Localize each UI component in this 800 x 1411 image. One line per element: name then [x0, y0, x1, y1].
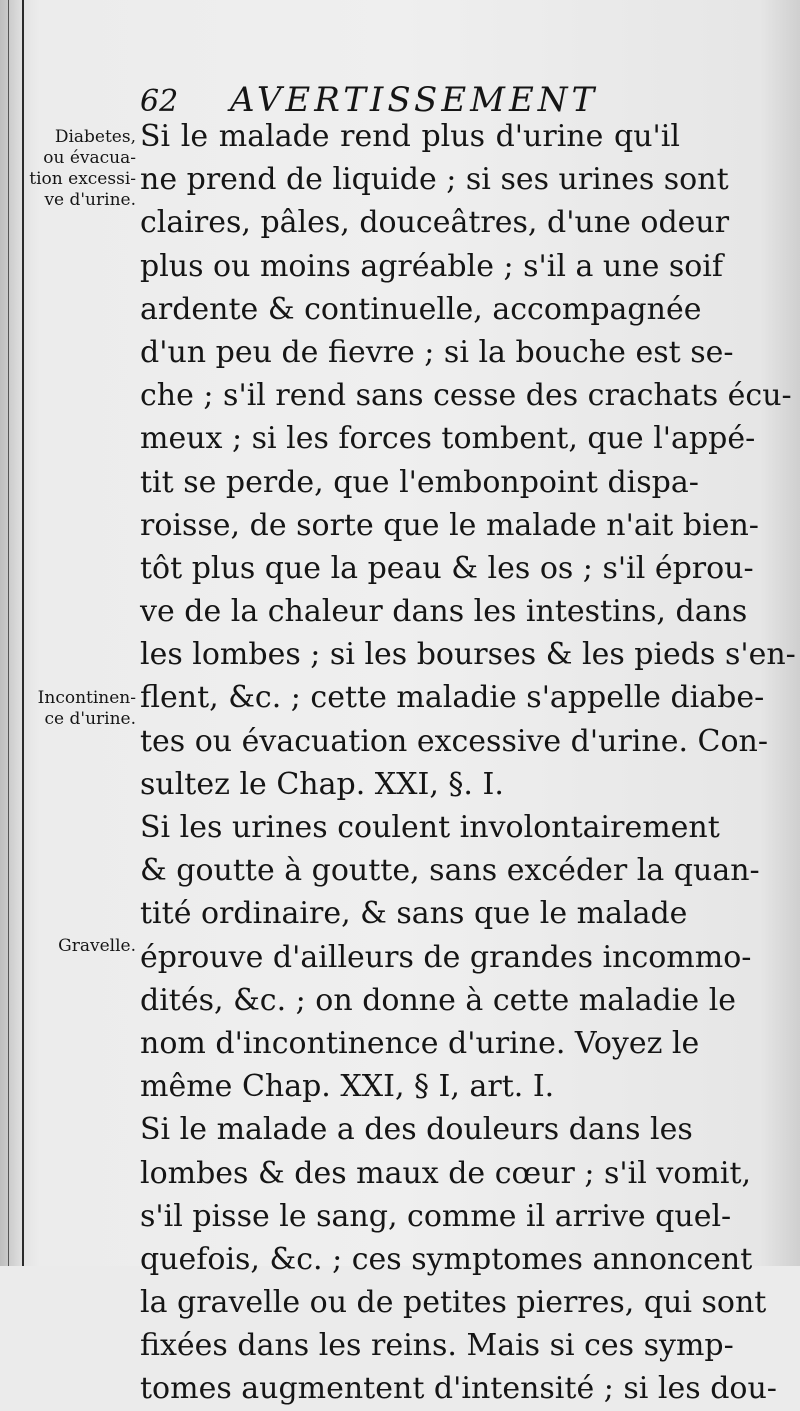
running-head: AVERTISSEMENT [230, 80, 599, 120]
text-line: fixées dans les reins. Mais si ces symp- [140, 1328, 734, 1364]
text-line: tomes augmentent d'intensité ; si les dou- [140, 1371, 777, 1407]
paragraph-incontinence [140, 806, 760, 1108]
text-line: ardente & continuelle, accompagnée [140, 291, 702, 327]
page-number: 62 [140, 84, 179, 119]
text-line: éprouve d'ailleurs de grandes incommo- [140, 939, 752, 975]
text-line: s'il pisse le sang, comme il arrive quel- [140, 1198, 732, 1234]
text-line: & goutte à goutte, sans excéder la quan- [140, 853, 760, 889]
text-line: les lombes ; si les bourses & les pieds s'en- [140, 637, 796, 673]
text-line: ve de la chaleur dans les intestins, dans [140, 594, 748, 630]
text-line: tit se perde, que l'embonpoint dispa- [140, 464, 699, 500]
text-line: flent, &c. ; cette maladie s'appelle diabe- [140, 680, 765, 716]
text-line: sultez le Chap. XXI, §. I. [140, 766, 504, 802]
text-line: claires, pâles, douceâtres, d'une odeur [140, 205, 730, 241]
margin-note-gravelle [6, 936, 136, 957]
text-line: quefois, &c. ; ces symptomes annoncent [140, 1241, 753, 1277]
text-line: che ; s'il rend sans cesse des crachats écu- [140, 378, 792, 414]
margin-note-line: ce d'urine. [44, 709, 136, 729]
margin-note-diabetes [6, 127, 136, 211]
paragraph-diabetes [140, 115, 796, 806]
margin-note-line: tion excessi- [29, 169, 136, 189]
margin-note-line: Incontinen- [37, 688, 136, 708]
text-line: Si le malade rend plus d'urine qu'il [140, 119, 680, 154]
text-line: d'un peu de fievre ; si la bouche est se- [140, 334, 734, 370]
text-line: meux ; si les forces tombent, que l'appé- [140, 421, 756, 457]
body-text [140, 115, 796, 1411]
margin-note-line: Diabetes, [54, 127, 136, 147]
text-line: tité ordinaire, & sans que le malade [140, 896, 688, 932]
text-line: ne prend de liquide ; si ses urines sont [140, 162, 729, 198]
margin-note-line: ou évacua- [43, 148, 136, 168]
text-line: même Chap. XXI, § I, art. I. [140, 1069, 555, 1105]
text-line: Si le malade a des douleurs dans les [140, 1112, 693, 1148]
margin-note-incontinence [6, 688, 136, 730]
margin-note-line: Gravelle. [58, 936, 136, 956]
text-line: nom d'incontinence d'urine. Voyez le [140, 1025, 700, 1061]
text-line: plus ou moins agréable ; s'il a une soif [140, 248, 724, 284]
text-line: dités, &c. ; on donne à cette maladie le [140, 982, 737, 1018]
page-header [140, 80, 660, 120]
text-line: roisse, de sorte que le malade n'ait bien- [140, 507, 759, 543]
text-line: Si les urines coulent involontairement [140, 810, 720, 845]
text-line: lombes & des maux de cœur ; s'il vomit, [140, 1155, 752, 1191]
paragraph-gravelle [140, 1108, 777, 1410]
text-line: la gravelle ou de petites pierres, qui sont [140, 1285, 767, 1321]
margin-note-line: ve d'urine. [44, 190, 136, 210]
text-line: tôt plus que la peau & les os ; s'il éprou- [140, 550, 754, 586]
text-line: tes ou évacuation excessive d'urine. Con- [140, 723, 769, 759]
